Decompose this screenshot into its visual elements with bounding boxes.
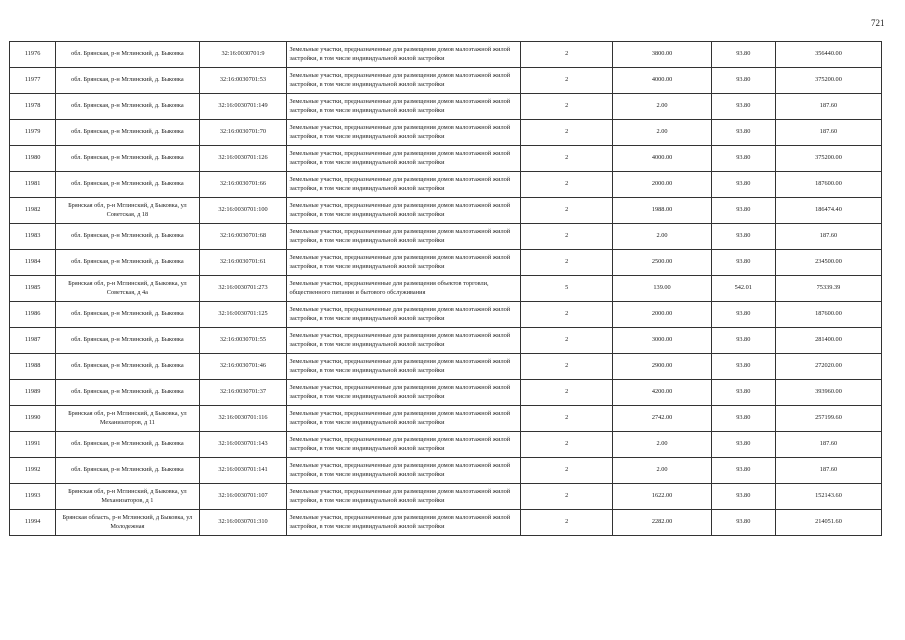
row-number: 11977 bbox=[10, 68, 56, 94]
page-number: 721 bbox=[871, 18, 885, 28]
cadastral-value-cell: 187.60 bbox=[775, 458, 881, 484]
table-row bbox=[10, 68, 882, 94]
unit-value-cell: 93.80 bbox=[711, 250, 775, 276]
row-number: 11983 bbox=[10, 224, 56, 250]
table-row bbox=[10, 172, 882, 198]
row-number: 11982 bbox=[10, 198, 56, 224]
address-cell: Брянская обл, р-н Мглинский, д Быковка, ул Механизаторов, д 11 bbox=[56, 406, 199, 432]
table-row bbox=[10, 42, 882, 68]
group-cell: 2 bbox=[520, 94, 613, 120]
cadastral-value-cell: 375200.00 bbox=[775, 68, 881, 94]
address-cell: Брянская обл, р-н Мглинский, д Быковка, ул Советская, д 18 bbox=[56, 198, 199, 224]
cadastral-value-cell: 187.60 bbox=[775, 120, 881, 146]
address-cell: обл. Брянская, р-н Мглинский, д. Быковка bbox=[56, 328, 199, 354]
land-use-cell: Земельные участки, предназначенные для размещения домов малоэтажной жилой застройки, в том числе индивидуальной жилой застройки bbox=[287, 68, 521, 94]
cadastral-value-cell: 75339.39 bbox=[775, 276, 881, 302]
unit-value-cell: 93.80 bbox=[711, 172, 775, 198]
table-row bbox=[10, 484, 882, 510]
unit-value-cell: 93.80 bbox=[711, 458, 775, 484]
group-cell: 2 bbox=[520, 354, 613, 380]
table-row bbox=[10, 328, 882, 354]
unit-value-cell: 93.80 bbox=[711, 510, 775, 536]
area-cell: 2.00 bbox=[613, 224, 711, 250]
land-use-cell: Земельные участки, предназначенные для размещения домов малоэтажной жилой застройки, в том числе индивидуальной жилой застройки bbox=[287, 380, 521, 406]
unit-value-cell: 93.80 bbox=[711, 42, 775, 68]
table-row bbox=[10, 302, 882, 328]
area-cell: 2.00 bbox=[613, 432, 711, 458]
land-use-cell: Земельные участки, предназначенные для размещения домов малоэтажной жилой застройки, в том числе индивидуальной жилой застройки bbox=[287, 224, 521, 250]
cadastral-value-cell: 187600.00 bbox=[775, 172, 881, 198]
area-cell: 4000.00 bbox=[613, 146, 711, 172]
unit-value-cell: 93.80 bbox=[711, 224, 775, 250]
cadastral-number-cell: 32:16:0030701:116 bbox=[199, 406, 287, 432]
row-number: 11980 bbox=[10, 146, 56, 172]
land-use-cell: Земельные участки, предназначенные для размещения домов малоэтажной жилой застройки, в том числе индивидуальной жилой застройки bbox=[287, 146, 521, 172]
cadastral-number-cell: 32:16:0030701:310 bbox=[199, 510, 287, 536]
cadastral-value-cell: 214051.60 bbox=[775, 510, 881, 536]
group-cell: 2 bbox=[520, 432, 613, 458]
area-cell: 2000.00 bbox=[613, 302, 711, 328]
cadastral-value-cell: 187.60 bbox=[775, 432, 881, 458]
land-use-cell: Земельные участки, предназначенные для размещения домов малоэтажной жилой застройки, в том числе индивидуальной жилой застройки bbox=[287, 484, 521, 510]
unit-value-cell: 93.80 bbox=[711, 68, 775, 94]
address-cell: Брянская обл, р-н Мглинский, д Быковка, ул Советская, д 4а bbox=[56, 276, 199, 302]
group-cell: 2 bbox=[520, 484, 613, 510]
table-row bbox=[10, 120, 882, 146]
area-cell: 2.00 bbox=[613, 120, 711, 146]
row-number: 11979 bbox=[10, 120, 56, 146]
row-number: 11976 bbox=[10, 42, 56, 68]
area-cell: 2500.00 bbox=[613, 250, 711, 276]
row-number: 11978 bbox=[10, 94, 56, 120]
address-cell: обл. Брянская, р-н Мглинский, д. Быковка bbox=[56, 302, 199, 328]
cadastral-value-table bbox=[9, 41, 882, 536]
table-row bbox=[10, 510, 882, 536]
address-cell: обл. Брянская, р-н Мглинский, д. Быковка bbox=[56, 68, 199, 94]
land-use-cell: Земельные участки, предназначенные для размещения домов малоэтажной жилой застройки, в том числе индивидуальной жилой застройки bbox=[287, 510, 521, 536]
unit-value-cell: 93.80 bbox=[711, 94, 775, 120]
cadastral-number-cell: 32:16:0030701:149 bbox=[199, 94, 287, 120]
cadastral-number-cell: 32:16:0030701:53 bbox=[199, 68, 287, 94]
unit-value-cell: 542.01 bbox=[711, 276, 775, 302]
cadastral-value-cell: 187.60 bbox=[775, 94, 881, 120]
land-use-cell: Земельные участки, предназначенные для размещения домов малоэтажной жилой застройки, в том числе индивидуальной жилой застройки bbox=[287, 328, 521, 354]
land-use-cell: Земельные участки, предназначенные для размещения домов малоэтажной жилой застройки, в том числе индивидуальной жилой застройки bbox=[287, 42, 521, 68]
cadastral-value-cell: 375200.00 bbox=[775, 146, 881, 172]
area-cell: 2.00 bbox=[613, 458, 711, 484]
area-cell: 4200.00 bbox=[613, 380, 711, 406]
land-use-cell: Земельные участки, предназначенные для размещения объектов торговли, общественного питания и бытового обслуживания bbox=[287, 276, 521, 302]
area-cell: 2900.00 bbox=[613, 354, 711, 380]
cadastral-number-cell: 32:16:0030701:107 bbox=[199, 484, 287, 510]
address-cell: Брянская область, р-н Мглинский, д Быковка, ул Молодежная bbox=[56, 510, 199, 536]
group-cell: 2 bbox=[520, 68, 613, 94]
cadastral-number-cell: 32:16:0030701:68 bbox=[199, 224, 287, 250]
cadastral-number-cell: 32:16:0030701:9 bbox=[199, 42, 287, 68]
table-row bbox=[10, 276, 882, 302]
area-cell: 2282.00 bbox=[613, 510, 711, 536]
address-cell: Брянская обл, р-н Мглинский, д Быковка, ул Механизаторов, д 1 bbox=[56, 484, 199, 510]
row-number: 11992 bbox=[10, 458, 56, 484]
cadastral-number-cell: 32:16:0030701:37 bbox=[199, 380, 287, 406]
cadastral-number-cell: 32:16:0030701:126 bbox=[199, 146, 287, 172]
land-use-cell: Земельные участки, предназначенные для размещения домов малоэтажной жилой застройки, в том числе индивидуальной жилой застройки bbox=[287, 458, 521, 484]
unit-value-cell: 93.80 bbox=[711, 406, 775, 432]
row-number: 11984 bbox=[10, 250, 56, 276]
group-cell: 2 bbox=[520, 406, 613, 432]
area-cell: 3000.00 bbox=[613, 328, 711, 354]
cadastral-value-cell: 152143.60 bbox=[775, 484, 881, 510]
cadastral-value-cell: 272020.00 bbox=[775, 354, 881, 380]
group-cell: 2 bbox=[520, 172, 613, 198]
land-use-cell: Земельные участки, предназначенные для размещения домов малоэтажной жилой застройки, в том числе индивидуальной жилой застройки bbox=[287, 302, 521, 328]
unit-value-cell: 93.80 bbox=[711, 198, 775, 224]
cadastral-number-cell: 32:16:0030701:61 bbox=[199, 250, 287, 276]
address-cell: обл. Брянская, р-н Мглинский, д. Быковка bbox=[56, 458, 199, 484]
cadastral-value-cell: 356440.00 bbox=[775, 42, 881, 68]
address-cell: обл. Брянская, р-н Мглинский, д. Быковка bbox=[56, 94, 199, 120]
area-cell: 1622.00 bbox=[613, 484, 711, 510]
land-use-cell: Земельные участки, предназначенные для размещения домов малоэтажной жилой застройки, в том числе индивидуальной жилой застройки bbox=[287, 432, 521, 458]
address-cell: обл. Брянская, р-н Мглинский, д. Быковка bbox=[56, 380, 199, 406]
unit-value-cell: 93.80 bbox=[711, 120, 775, 146]
row-number: 11985 bbox=[10, 276, 56, 302]
row-number: 11987 bbox=[10, 328, 56, 354]
row-number: 11986 bbox=[10, 302, 56, 328]
row-number: 11988 bbox=[10, 354, 56, 380]
unit-value-cell: 93.80 bbox=[711, 432, 775, 458]
cadastral-value-cell: 281400.00 bbox=[775, 328, 881, 354]
row-number: 11989 bbox=[10, 380, 56, 406]
area-cell: 139.00 bbox=[613, 276, 711, 302]
address-cell: обл. Брянская, р-н Мглинский, д. Быковка bbox=[56, 42, 199, 68]
group-cell: 2 bbox=[520, 302, 613, 328]
row-number: 11981 bbox=[10, 172, 56, 198]
area-cell: 1988.00 bbox=[613, 198, 711, 224]
group-cell: 2 bbox=[520, 510, 613, 536]
cadastral-number-cell: 32:16:0030701:46 bbox=[199, 354, 287, 380]
table-row bbox=[10, 458, 882, 484]
table-row bbox=[10, 354, 882, 380]
land-use-cell: Земельные участки, предназначенные для размещения домов малоэтажной жилой застройки, в том числе индивидуальной жилой застройки bbox=[287, 406, 521, 432]
table-row bbox=[10, 432, 882, 458]
table-row bbox=[10, 380, 882, 406]
table-row bbox=[10, 406, 882, 432]
cadastral-number-cell: 32:16:0030701:141 bbox=[199, 458, 287, 484]
unit-value-cell: 93.80 bbox=[711, 302, 775, 328]
group-cell: 5 bbox=[520, 276, 613, 302]
area-cell: 2000.00 bbox=[613, 172, 711, 198]
cadastral-value-cell: 393960.00 bbox=[775, 380, 881, 406]
land-use-cell: Земельные участки, предназначенные для размещения домов малоэтажной жилой застройки, в том числе индивидуальной жилой застройки bbox=[287, 198, 521, 224]
group-cell: 2 bbox=[520, 198, 613, 224]
table-row bbox=[10, 146, 882, 172]
group-cell: 2 bbox=[520, 458, 613, 484]
address-cell: обл. Брянская, р-н Мглинский, д. Быковка bbox=[56, 432, 199, 458]
address-cell: обл. Брянская, р-н Мглинский, д. Быковка bbox=[56, 172, 199, 198]
unit-value-cell: 93.80 bbox=[711, 484, 775, 510]
cadastral-number-cell: 32:16:0030701:125 bbox=[199, 302, 287, 328]
group-cell: 2 bbox=[520, 120, 613, 146]
unit-value-cell: 93.80 bbox=[711, 146, 775, 172]
cadastral-number-cell: 32:16:0030701:273 bbox=[199, 276, 287, 302]
cadastral-value-cell: 257199.60 bbox=[775, 406, 881, 432]
group-cell: 2 bbox=[520, 380, 613, 406]
cadastral-value-cell: 187.60 bbox=[775, 224, 881, 250]
cadastral-value-cell: 234500.00 bbox=[775, 250, 881, 276]
address-cell: обл. Брянская, р-н Мглинский, д. Быковка bbox=[56, 354, 199, 380]
land-use-cell: Земельные участки, предназначенные для размещения домов малоэтажной жилой застройки, в том числе индивидуальной жилой застройки bbox=[287, 354, 521, 380]
cadastral-value-cell: 186474.40 bbox=[775, 198, 881, 224]
address-cell: обл. Брянская, р-н Мглинский, д. Быковка bbox=[56, 120, 199, 146]
cadastral-number-cell: 32:16:0030701:55 bbox=[199, 328, 287, 354]
cadastral-value-cell: 187600.00 bbox=[775, 302, 881, 328]
cadastral-number-cell: 32:16:0030701:143 bbox=[199, 432, 287, 458]
group-cell: 2 bbox=[520, 328, 613, 354]
row-number: 11993 bbox=[10, 484, 56, 510]
row-number: 11991 bbox=[10, 432, 56, 458]
group-cell: 2 bbox=[520, 250, 613, 276]
address-cell: обл. Брянская, р-н Мглинский, д. Быковка bbox=[56, 146, 199, 172]
unit-value-cell: 93.80 bbox=[711, 354, 775, 380]
address-cell: обл. Брянская, р-н Мглинский, д. Быковка bbox=[56, 224, 199, 250]
land-use-cell: Земельные участки, предназначенные для размещения домов малоэтажной жилой застройки, в том числе индивидуальной жилой застройки bbox=[287, 250, 521, 276]
area-cell: 3800.00 bbox=[613, 42, 711, 68]
area-cell: 2.00 bbox=[613, 94, 711, 120]
land-use-cell: Земельные участки, предназначенные для размещения домов малоэтажной жилой застройки, в том числе индивидуальной жилой застройки bbox=[287, 120, 521, 146]
group-cell: 2 bbox=[520, 42, 613, 68]
unit-value-cell: 93.80 bbox=[711, 380, 775, 406]
group-cell: 2 bbox=[520, 224, 613, 250]
table-row bbox=[10, 250, 882, 276]
area-cell: 2742.00 bbox=[613, 406, 711, 432]
table-row bbox=[10, 224, 882, 250]
area-cell: 4000.00 bbox=[613, 68, 711, 94]
unit-value-cell: 93.80 bbox=[711, 328, 775, 354]
cadastral-number-cell: 32:16:0030701:70 bbox=[199, 120, 287, 146]
table-row bbox=[10, 198, 882, 224]
row-number: 11994 bbox=[10, 510, 56, 536]
cadastral-number-cell: 32:16:0030701:66 bbox=[199, 172, 287, 198]
land-use-cell: Земельные участки, предназначенные для размещения домов малоэтажной жилой застройки, в том числе индивидуальной жилой застройки bbox=[287, 172, 521, 198]
land-use-cell: Земельные участки, предназначенные для размещения домов малоэтажной жилой застройки, в том числе индивидуальной жилой застройки bbox=[287, 94, 521, 120]
group-cell: 2 bbox=[520, 146, 613, 172]
row-number: 11990 bbox=[10, 406, 56, 432]
address-cell: обл. Брянская, р-н Мглинский, д. Быковка bbox=[56, 250, 199, 276]
table-row bbox=[10, 94, 882, 120]
cadastral-number-cell: 32:16:0030701:100 bbox=[199, 198, 287, 224]
